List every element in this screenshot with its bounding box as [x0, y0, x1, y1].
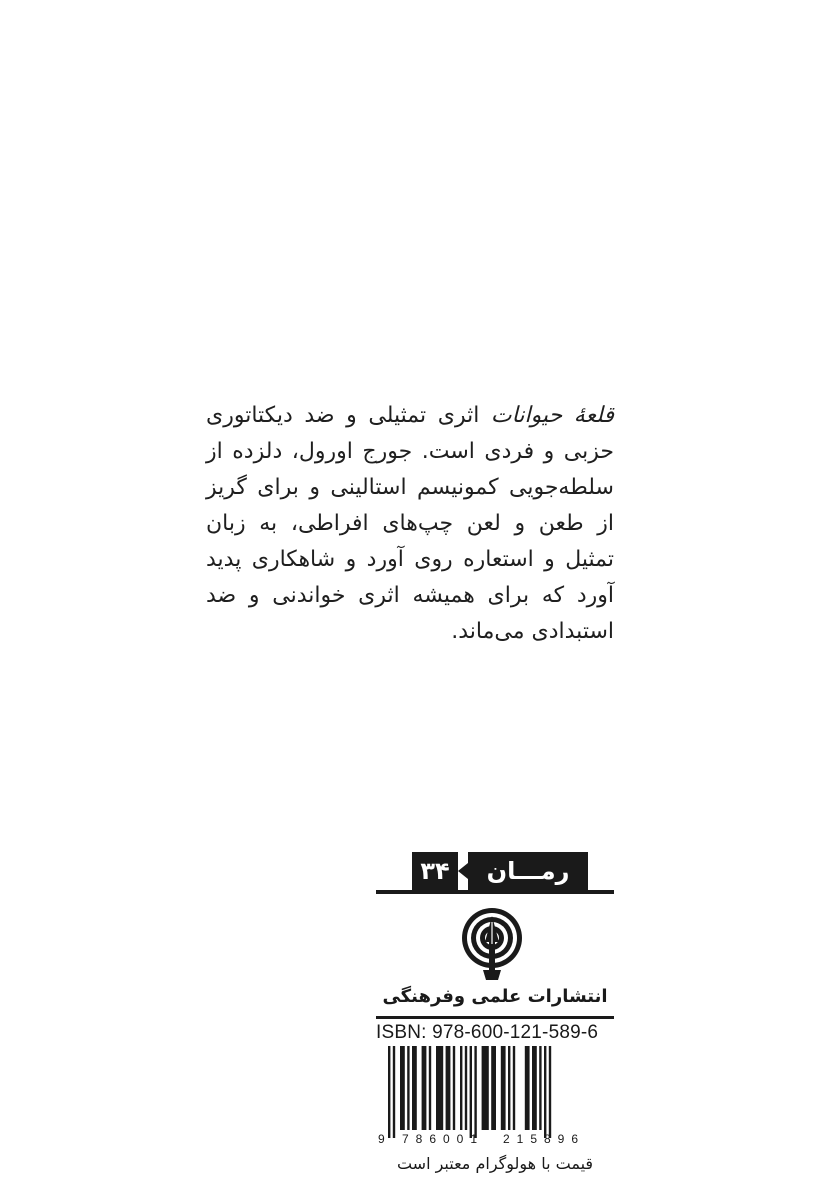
barcode-bar — [491, 1046, 496, 1130]
barcode-bar — [422, 1046, 427, 1130]
barcode-bar — [513, 1046, 515, 1130]
barcode-bar — [470, 1046, 472, 1138]
price-note: قیمت با هولوگرام معتبر است — [396, 1154, 594, 1173]
barcode-bars — [388, 1046, 551, 1138]
publisher-rule — [376, 1016, 614, 1019]
barcode — [376, 1046, 614, 1146]
barcode-bar — [429, 1046, 431, 1130]
barcode-bar — [446, 1046, 451, 1130]
barcode-bar — [436, 1046, 443, 1130]
barcode-bar — [388, 1046, 390, 1138]
series-band — [376, 852, 614, 894]
barcode-bar — [400, 1046, 405, 1130]
barcode-bar — [460, 1046, 462, 1130]
barcode-bar — [412, 1046, 417, 1130]
barcode-bar — [474, 1046, 476, 1138]
barcode-bar — [393, 1046, 395, 1138]
barcode-bar — [501, 1046, 506, 1130]
barcode-bar — [508, 1046, 510, 1130]
isbn-text: ISBN: 978-600-121-589-6 — [376, 1022, 599, 1043]
publisher-name: انتشارات علمی وفرهنگی — [382, 986, 608, 1007]
series-arrow-icon — [458, 863, 468, 879]
barcode-bar — [407, 1046, 409, 1130]
series-name: رمـــان — [468, 852, 588, 890]
barcode-bar — [453, 1046, 455, 1130]
barcode-bar — [544, 1046, 546, 1138]
barcode-digit-first: 9 — [378, 1132, 385, 1146]
barcode-bar — [482, 1046, 489, 1130]
barcode-bar — [539, 1046, 541, 1130]
back-cover-blurb — [206, 398, 614, 650]
barcode-bar — [549, 1046, 551, 1138]
barcode-bar — [532, 1046, 537, 1130]
barcode-digits-left: 786001 — [401, 1132, 485, 1146]
book-title-emphasis: قلعهٔ حیوانات — [490, 403, 614, 428]
barcode-digits-right: 215896 — [502, 1132, 586, 1146]
series-number: ۳۴ — [412, 852, 458, 890]
series-rule — [376, 890, 614, 894]
barcode-bar — [525, 1046, 530, 1130]
barcode-bar — [465, 1046, 467, 1130]
blurb-text: اثری تمثیلی و ضد دیکتاتوری حزبی و فردی است. جورج اورول، دلزده از سلطه‌جویی کمونیسم استالینی و برای گریز از طعن و لعن چپ‌های افراطی، به زبان تمثیل و استعاره روی آورد و شاهکاری پدید آورد که برای همیشه اثری خواندنی و ضد استبدادی می‌ماند. — [206, 403, 614, 644]
publisher-emblem-icon — [452, 904, 532, 984]
